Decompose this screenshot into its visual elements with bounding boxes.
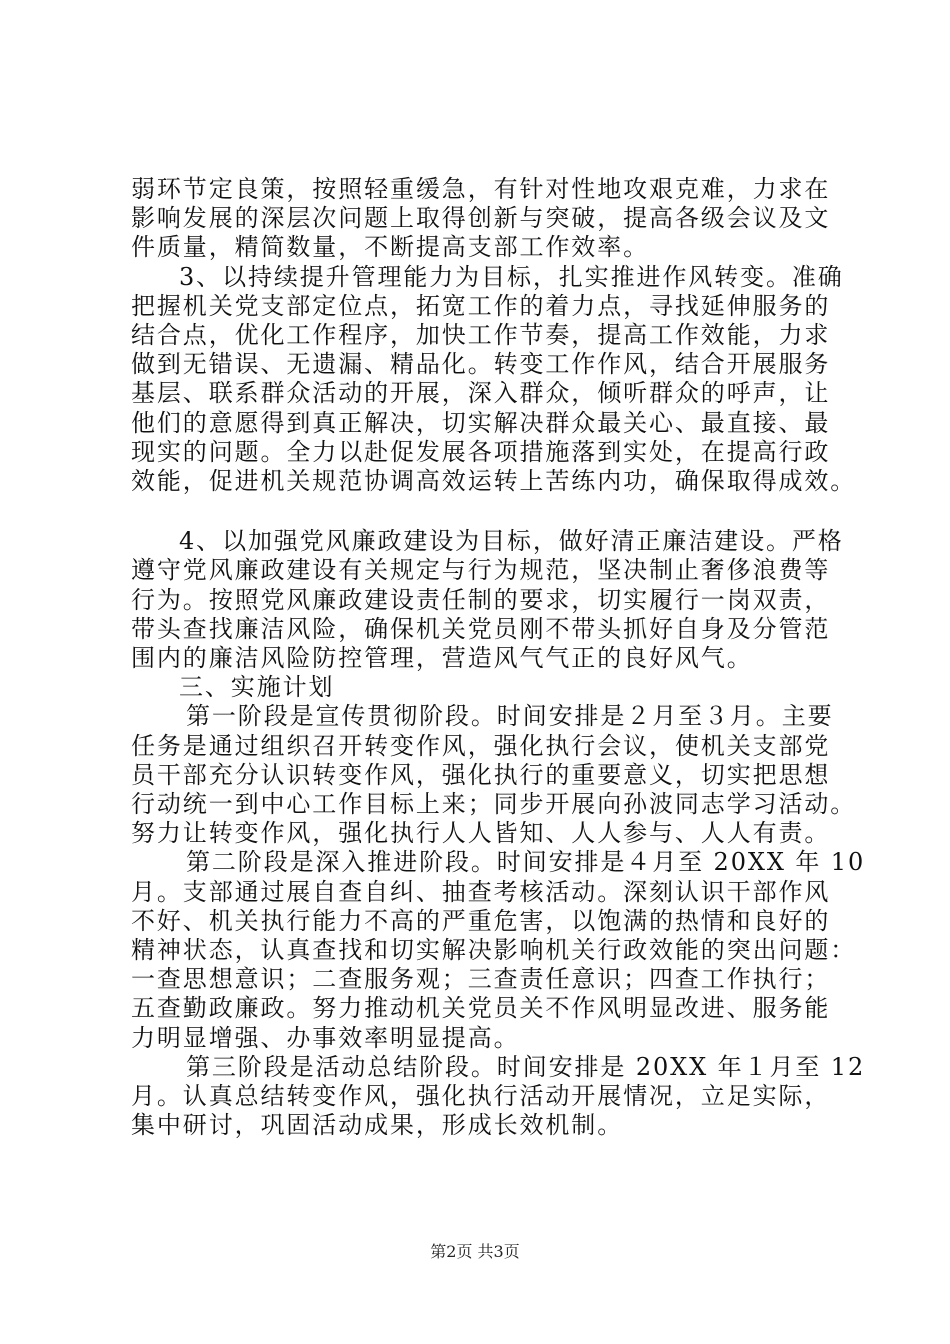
text-line: 把握机关党支部定位点，拓宽工作的着力点，寻找延伸服务的	[131, 291, 831, 320]
text-line: 3、以持续提升管理能力为目标，扎实推进作风转变。准确	[179, 262, 844, 291]
text-line: 弱环节定良策，按照轻重缓急，有针对性地攻艰克难，力求在	[131, 175, 831, 203]
text-line: 结合点，优化工作程序，加快工作节奏，提高工作效能，力求	[131, 321, 831, 350]
paragraph-continued	[131, 175, 831, 263]
document-body	[131, 175, 866, 1141]
text-line: 围内的廉洁风险防控管理，营造风气气正的良好风气。	[131, 644, 753, 673]
text-line: 一查思想意识；二查服务观；三查责任意识；四查工作执行；	[131, 965, 831, 994]
text-line: 任务是通过组织召开转变作风，强化执行会议，使机关支部党	[131, 731, 831, 760]
text-line: 4、以加强党风廉政建设为目标，做好清正廉洁建设。严格	[179, 527, 844, 556]
text-line: 不好、机关执行能力不高的严重危害，以饱满的热情和良好的	[131, 906, 831, 935]
text-line: 第三阶段是活动总结阶段。时间安排是 20XX 年１月至 12	[186, 1052, 866, 1081]
text-line: 件质量，精简数量，不断提高支部工作效率。	[131, 233, 649, 262]
paragraph-item-3	[131, 262, 857, 497]
page-number-footer: 第2页 共3页	[430, 1242, 520, 1261]
text-line: 他们的意愿得到真正解决，切实解决群众最关心、最直接、最	[131, 408, 831, 437]
section-heading	[131, 673, 831, 702]
text-line: 员干部充分认识转变作风，强化执行的重要意义，切实把思想	[131, 760, 831, 789]
paragraph-phase-1	[131, 702, 857, 848]
text-line: 月。认真总结转变作风，强化执行活动开展情况，立足实际，	[131, 1082, 831, 1111]
text-line: 努力让转变作风，强化执行人人皆知、人人参与、人人有责。	[131, 819, 831, 848]
text-line: 力明显增强、办事效率明显提高。	[131, 1023, 520, 1052]
text-line: 现实的问题。全力以赴促发展各项措施落到实处，在提高行政	[131, 437, 831, 466]
text-line: 月。支部通过展自查自纠、抽查考核活动。深刻认识干部作风	[131, 877, 831, 906]
text-line: 带头查找廉洁风险，确保机关党员刚不带头抓好自身及分管范	[131, 614, 831, 643]
text-line: 五查勤政廉政。努力推动机关党员关不作风明显改进、服务能	[131, 994, 831, 1023]
text-line: 效能，促进机关规范协调高效运转上苦练内功，确保取得成效。	[131, 467, 857, 496]
paragraph-phase-3	[131, 1052, 866, 1141]
text-line: 精神状态，认真查找和切实解决影响机关行政效能的突出问题：	[131, 936, 857, 965]
paragraph-phase-2	[131, 848, 866, 1052]
text-line: 集中研讨，巩固活动成果，形成长效机制。	[131, 1111, 624, 1140]
text-line: 做到无错误、无遗漏、精品化。转变工作作风，结合开展服务	[131, 350, 831, 379]
text-line: 影响发展的深层次问题上取得创新与突破，提高各级会议及文	[131, 204, 831, 233]
text-line: 第一阶段是宣传贯彻阶段。时间安排是２月至３月。主要	[186, 702, 834, 731]
text-line: 行动统一到中心工作目标上来；同步开展向孙波同志学习活动。	[131, 790, 857, 819]
text-line: 遵守党风廉政建设有关规定与行为规范，坚决制止奢侈浪费等	[131, 556, 831, 585]
heading-text: 三、实施计划	[179, 673, 335, 702]
text-line: 第二阶段是深入推进阶段。时间安排是４月至 20XX 年 10	[186, 848, 866, 877]
text-line: 行为。按照党风廉政建设责任制的要求，切实履行一岗双责，	[131, 585, 831, 614]
paragraph-item-4	[131, 527, 844, 673]
text-line: 基层、联系群众活动的开展，深入群众，倾听群众的呼声，让	[131, 379, 831, 408]
